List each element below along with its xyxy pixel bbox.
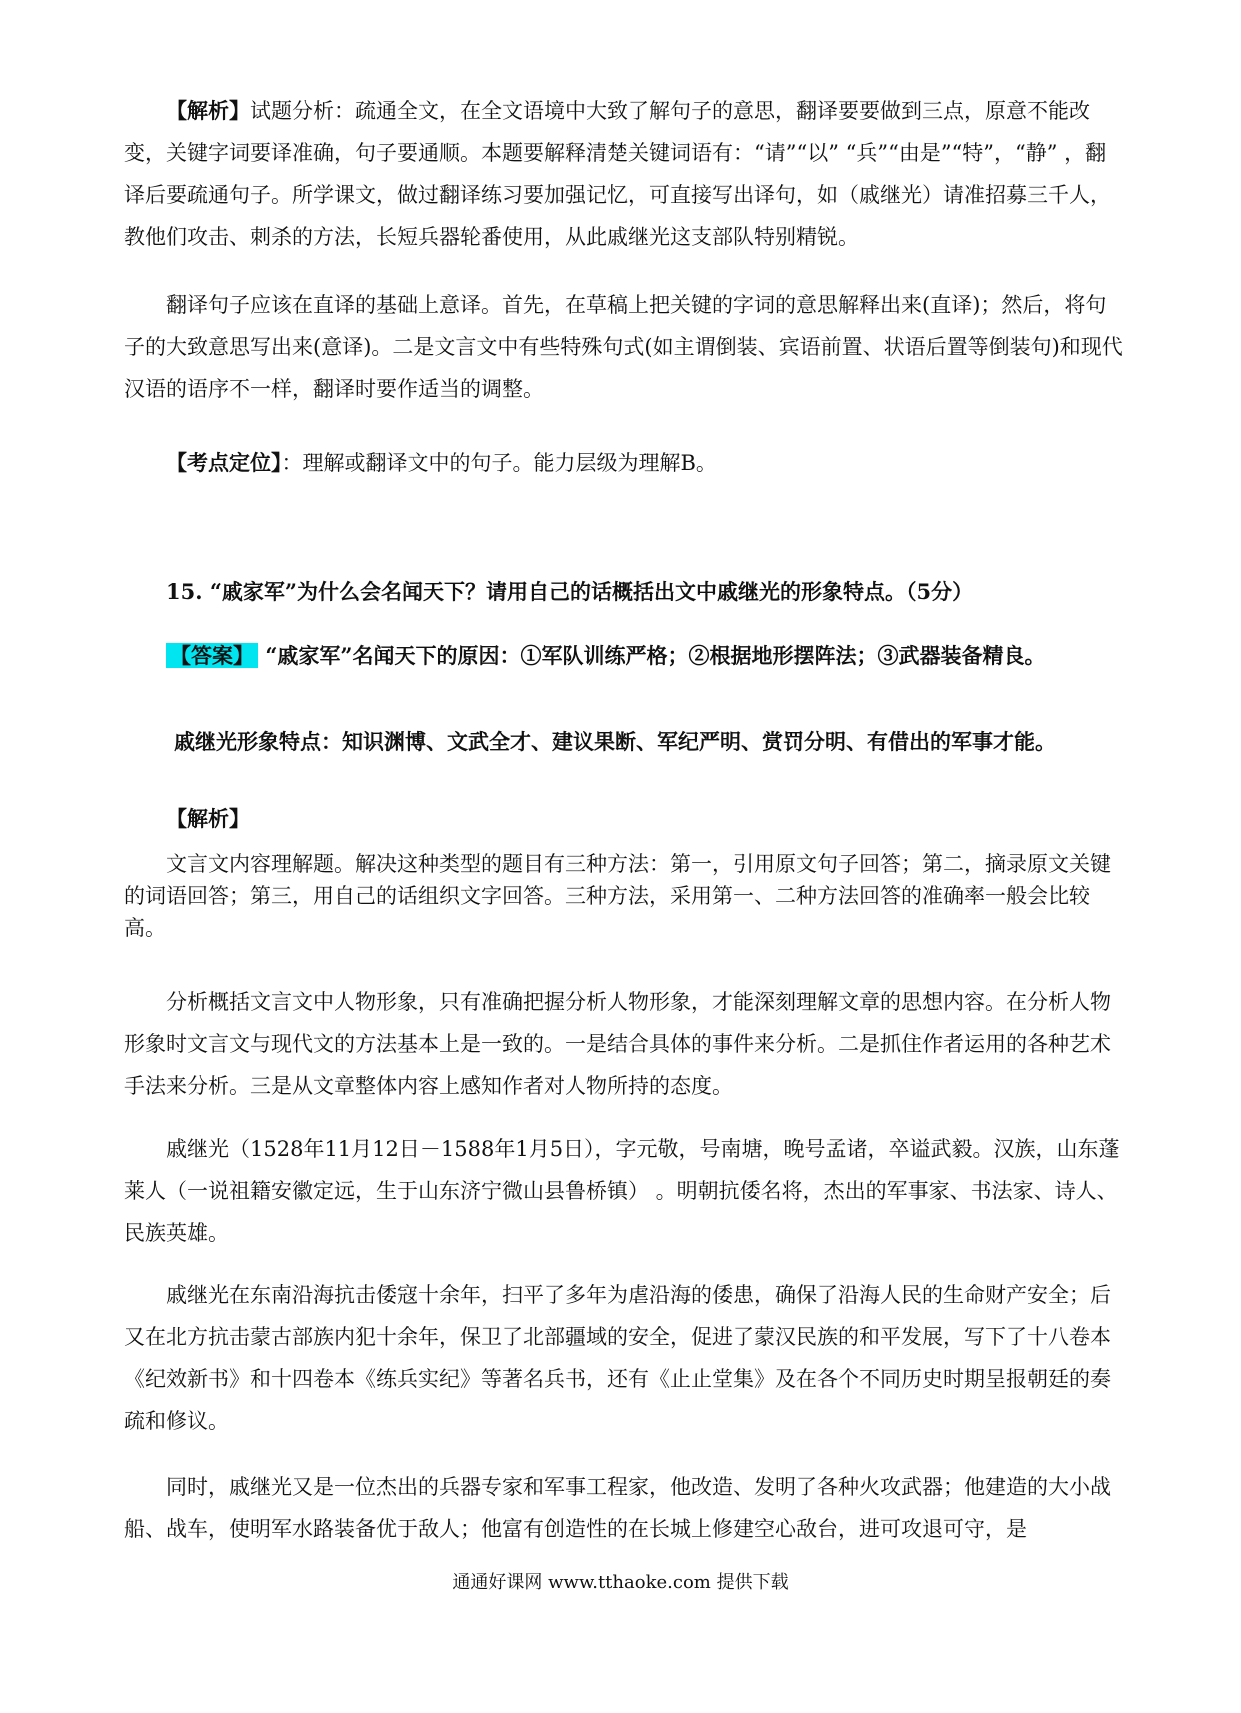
biography-paragraph: 戚继光（1528年11月12日－1588年1月5日），字元敬，号南塘，晚号孟诸，卒谥武毅。汉族，山东蓬莱人（一说祖籍安徽定远，生于山东济宁微山县鲁桥镇） 。明朝抗倭名将，杰出的军事家、书法家、诗人、民族英雄。 bbox=[124, 1137, 1120, 1245]
weapons-paragraph: 同时，戚继光又是一位杰出的兵器专家和军事工程家，他改造、发明了各种火攻武器；他建造的大小战船、战车，使明军水路装备优于敌人；他富有创造性的在长城上修建空心敌台，进可攻退可守，是 bbox=[124, 1475, 1111, 1541]
answer-paragraph-1 bbox=[124, 638, 1126, 674]
translation-method-paragraph: 翻译句子应该在直译的基础上意译。首先，在草稿上把关键的字词的意思解释出来(直译)；然后，将句子的大致意思写出来(意译)。二是文言文中有些特殊句式(如主谓倒装、宾语前置、状语后置等倒装句)和现代汉语的语序不一样，翻译时要作适当的调整。 bbox=[124, 293, 1123, 401]
analysis-text: 试题分析：疏通全文，在全文语境中大致了解句子的意思，翻译要要做到三点，原意不能改变，关键字词要译准确，句子要通顺。本题要解释清楚关键词语有：“请”“以” “兵”“由是”“特”，“静” ，翻译后要疏通句子。所学课文，做过翻译练习要加强记忆，可直接写出译句，如（戚继光）请准招募三千人，教他们攻击、刺杀的方法，长短兵器轮番使用，从此戚继光这支部队特别精锐。 bbox=[124, 99, 1111, 249]
analysis-paragraph-1 bbox=[124, 90, 1126, 258]
answer-line-1: “戚家军”名闻天下的原因：①军队训练严格；②根据地形摆阵法；③武器装备精良。 bbox=[265, 643, 1046, 668]
achievement-paragraph: 戚继光在东南沿海抗击倭寇十余年，扫平了多年为虐沿海的倭患，确保了沿海人民的生命财产安全；后又在北方抗击蒙古部族内犯十余年，保卫了北部疆域的安全，促进了蒙汉民族的和平发展，写下了十八卷本《纪效新书》和十四卷本《练兵实纪》等著名兵书，还有《止止堂集》及在各个不同历史时期呈报朝廷的奏疏和修议。 bbox=[124, 1283, 1111, 1433]
content-method-paragraph: 文言文内容理解题。解决这种类型的题目有三种方法：第一，引用原文句子回答；第二，摘录原文关键的词语回答；第三，用自己的话组织文字回答。三种方法，采用第一、二种方法回答的准确率一般会比较高。 bbox=[124, 852, 1111, 940]
question-15: 15. “戚家军”为什么会名闻天下？请用自己的话概括出文中戚继光的形象特点。（5分） bbox=[166, 579, 974, 604]
kaodian-text: ：理解或翻译文中的句子。能力层级为理解B。 bbox=[281, 451, 717, 475]
character-analysis-paragraph: 分析概括文言文中人物形象，只有准确把握分析人物形象，才能深刻理解文章的思想内容。在分析人物形象时文言文与现代文的方法基本上是一致的。一是结合具体的事件来分析。二是抓住作者运用的各种艺术手法来分析。三是从文章整体内容上感知作者对人物所持的态度。 bbox=[124, 990, 1111, 1098]
answer-paragraph-2: 戚继光形象特点：知识渊博、文武全才、建议果断、军纪严明、赏罚分明、有借出的军事才能。 bbox=[174, 729, 1056, 754]
analysis-label: 【解析】 bbox=[166, 98, 250, 123]
kaodian-label: 【考点定位】 bbox=[166, 450, 282, 475]
answer-label: 【答案】 bbox=[166, 643, 258, 668]
analysis-label-2: 【解析】 bbox=[166, 806, 250, 831]
page-footer: 通通好课网 www.tthaoke.com 提供下载 bbox=[452, 1572, 789, 1593]
kaodian-paragraph bbox=[124, 442, 1126, 484]
analysis-heading-2 bbox=[124, 798, 1126, 840]
